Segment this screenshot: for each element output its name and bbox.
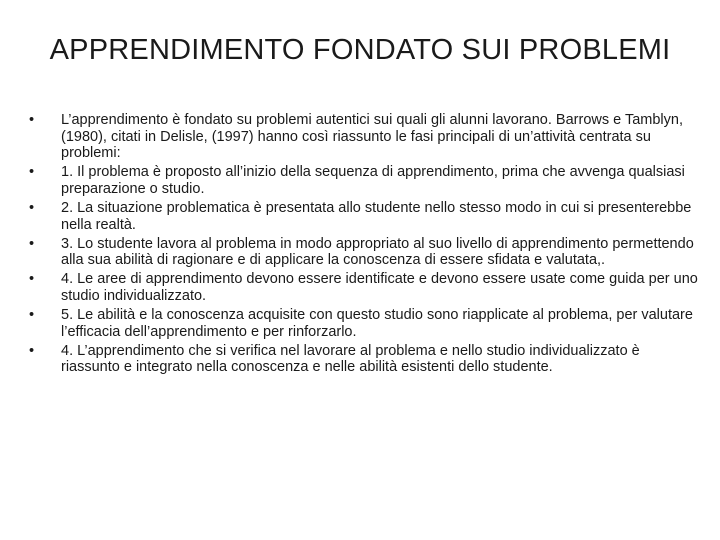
bullet-text: 2. La situazione problematica è presentata allo studente nello stesso modo in cui si presenterebbe nella realtà. (61, 199, 692, 233)
bullet-icon: • (29, 307, 35, 324)
bullet-text: 4. Le aree di apprendimento devono essere identificate e devono essere usate come guida per uno studio individualizzato. (61, 271, 698, 304)
bullet-icon: • (29, 235, 35, 252)
bullet-text: 3. Lo studente lavora al problema in modo appropriato al suo livello di apprendimento permettendo alla sua abilità di ragionare e di applicare la conoscenza di essere sfidata e valutata,. (61, 235, 694, 269)
bullet-text: 5. Le abilità e la conoscenza acquisite con questo studio sono riapplicate al problema, per valutare l’efficacia dell’apprendimento e per rinforzarlo. (61, 307, 693, 340)
bullet-text: 4. L’apprendimento che si verifica nel lavorare al problema e nello studio individualizzato è riassunto e integrato nella conoscenza e nelle abilità esistenti dello studente. (61, 342, 640, 376)
bullet-icon: • (29, 164, 35, 181)
bullet-icon: • (29, 342, 35, 359)
bullet-item (29, 236, 699, 269)
bullet-icon: • (29, 199, 35, 216)
bullet-icon: • (29, 271, 35, 288)
bullet-icon: • (29, 112, 35, 128)
bullet-item (29, 112, 699, 162)
bullet-list (29, 112, 699, 378)
bullet-text: L’apprendimento è fondato su problemi autentici sui quali gli alunni lavorano. Barrows e Tamblyn, (1980), citati in Delisle, (1997) hanno così riassunto le fasi principali di un’attività centrata su problemi: (61, 112, 683, 162)
bullet-item (29, 164, 699, 197)
bullet-item (29, 200, 699, 233)
bullet-item (29, 307, 699, 340)
bullet-item (29, 343, 699, 376)
bullet-item (29, 271, 699, 304)
bullet-text: 1. Il problema è proposto all’inizio della sequenza di apprendimento, prima che avvenga qualsiasi preparazione o studio. (61, 164, 685, 197)
slide-title: APPRENDIMENTO FONDATO SUI PROBLEMI (49, 34, 671, 66)
